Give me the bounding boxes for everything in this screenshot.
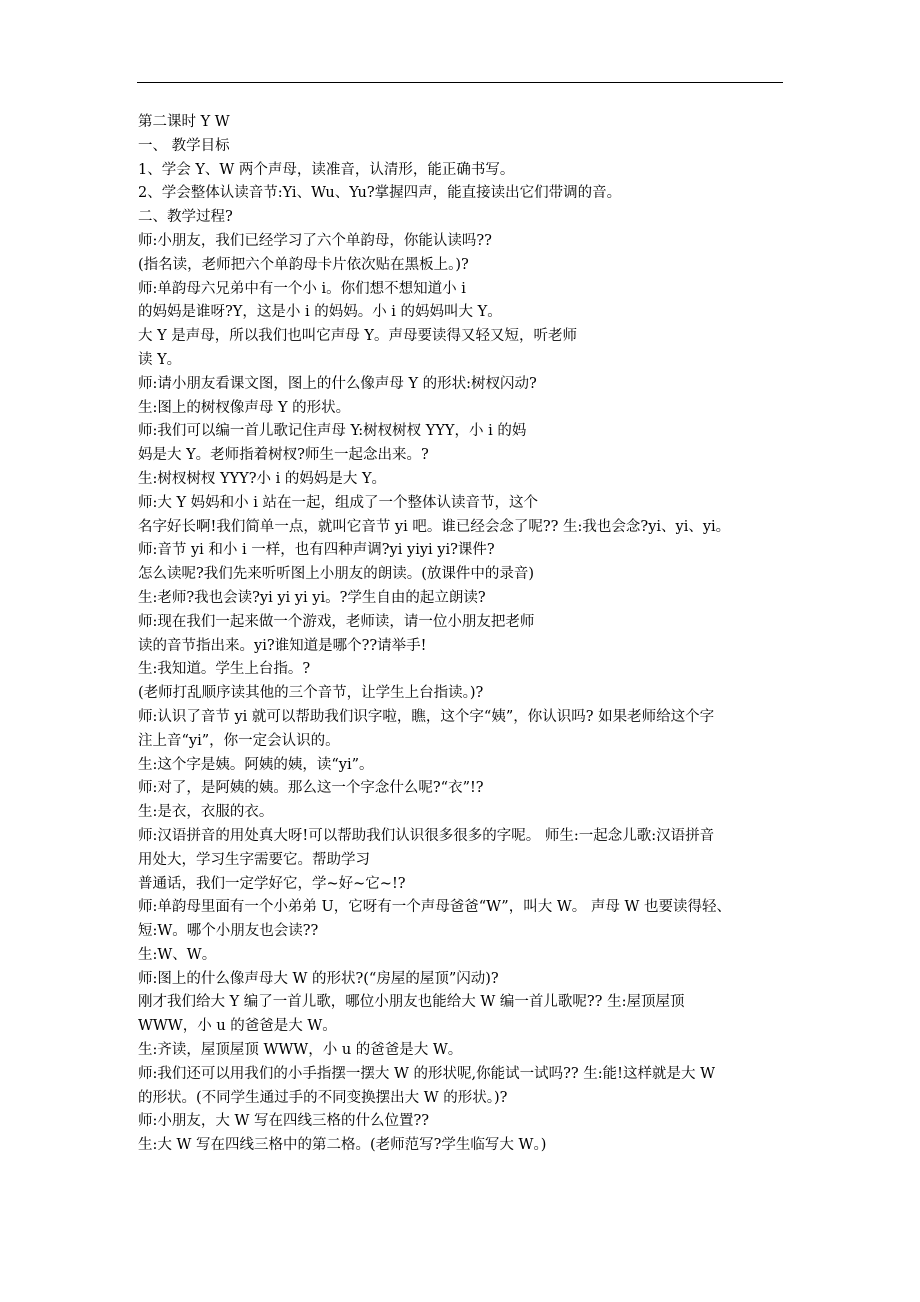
text-line: 师:请小朋友看课文图，图上的什么像声母 Y 的形状:树杈闪动?: [138, 375, 537, 392]
objective-item: 1、学会 Y、W 两个声母，读准音，认清形，能正确书写。: [138, 161, 515, 178]
header-rule: [137, 82, 783, 83]
text-line: 师:音节 yi 和小 i 一样，也有四种声调?yi yiyi yi?课件?: [138, 542, 495, 559]
text-line: 妈是大 Y。老师指着树杈?师生一起念出来。?: [138, 447, 429, 464]
text-line: 生:大 W 写在四线三格中的第二格。(老师范写?学生临写大 W。): [138, 1137, 547, 1154]
text-line: 用处大，学习生字需要它。帮助学习: [138, 851, 370, 868]
text-line: 师:认识了音节 yi 就可以帮助我们识字啦，瞧，这个字“姨”，你认识吗? 如果老师给这个字: [138, 708, 715, 725]
text-line: 的形状。(不同学生通过手的不同变换摆出大 W 的形状。)?: [138, 1089, 508, 1106]
text-line: 师:小朋友，大 W 写在四线三格的什么位置??: [138, 1113, 430, 1130]
text-line: 注上音“yi”，你一定会认识的。: [138, 732, 340, 749]
text-line: 生:我知道。学生上台指。?: [138, 661, 311, 678]
section-heading-process: 二、教学过程?: [138, 209, 233, 226]
text-line: 刚才我们给大 Y 编了一首儿歌，哪位小朋友也能给大 W 编一首儿歌呢?? 生:屋顶屋顶: [138, 994, 685, 1011]
text-line: (指名读，老师把六个单韵母卡片依次贴在黑板上。)?: [138, 256, 469, 273]
text-line: 的妈妈是谁呀?Y，这是小 i 的妈妈。小 i 的妈妈叫大 Y。: [138, 304, 502, 321]
text-line: 师:现在我们一起来做一个游戏，老师读，请一位小朋友把老师: [138, 613, 535, 630]
text-line: 生:老师?我也会读?yi yi yi yi。?学生自由的起立朗读?: [138, 589, 486, 606]
text-line: 名字好长啊!我们简单一点，就叫它音节 yi 吧。谁已经会念了呢?? 生:我也会念?yi、yi、yi。: [138, 518, 731, 535]
text-line: 生:是衣，衣服的衣。: [138, 804, 274, 821]
section-heading-objectives: 一、 教学目标: [138, 137, 230, 154]
text-line: 师:我们可以编一首儿歌记住声母 Y:树杈树杈 YYY，小 i 的妈: [138, 423, 527, 440]
text-line: 大 Y 是声母，所以我们也叫它声母 Y。声母要读得又轻又短，听老师: [138, 328, 577, 345]
text-line: (老师打乱顺序读其他的三个音节，让学生上台指读。)?: [138, 685, 484, 702]
text-line: 师:汉语拼音的用处真大呀!可以帮助我们认识很多很多的字呢。 师生:一起念儿歌:汉语拼音: [138, 827, 715, 844]
text-line: 师:小朋友，我们已经学习了六个单韵母，你能认读吗??: [138, 232, 492, 249]
lesson-title: 第二课时 Y W: [138, 114, 230, 130]
text-line: 读的音节指出来。yi?谁知道是哪个??请举手!: [138, 637, 427, 654]
text-line: 生:这个字是姨。阿姨的姨，读“yi”。: [138, 756, 374, 773]
text-line: WWW，小 u 的爸爸是大 W。: [138, 1018, 337, 1035]
objective-item: 2、学会整体认读音节:Yi、Wu、Yu?掌握四声，能直接读出它们带调的音。: [138, 185, 622, 202]
text-line: 师:我们还可以用我们的小手指摆一摆大 W 的形状呢,你能试一试吗?? 生:能!这样就是大 W: [138, 1065, 715, 1082]
text-line: 师:单韵母六兄弟中有一个小 i。你们想不想知道小 i: [138, 280, 466, 297]
text-line: 读 Y。: [138, 351, 182, 368]
text-line: 短:W。哪个小朋友也会读??: [138, 923, 319, 940]
text-line: 怎么读呢?我们先来听听图上小朋友的朗读。(放课件中的录音): [138, 566, 535, 583]
text-line: 师:大 Y 妈妈和小 i 站在一起，组成了一个整体认读音节，这个: [138, 494, 539, 511]
text-line: 生:齐读，屋顶屋顶 WWW，小 u 的爸爸是大 W。: [138, 1042, 463, 1059]
text-line: 生:树杈树杈 YYY?小 i 的妈妈是大 Y。: [138, 470, 387, 487]
text-line: 师:对了，是阿姨的姨。那么这一个字念什么呢?“衣”!?: [138, 780, 484, 797]
text-line: 师:图上的什么像声母大 W 的形状?(“房屋的屋顶”闪动)?: [138, 970, 499, 987]
text-line: 生:图上的树杈像声母 Y 的形状。: [138, 399, 351, 416]
text-line: 生:W、W。: [138, 946, 217, 963]
text-line: 普通话，我们一定学好它，学~好~它~!?: [138, 875, 406, 892]
document-body: [138, 111, 788, 1158]
text-line: 师:单韵母里面有一个小弟弟 U，它呀有一个声母爸爸“W”，叫大 W。 声母 W 也要读得轻、: [138, 899, 731, 916]
